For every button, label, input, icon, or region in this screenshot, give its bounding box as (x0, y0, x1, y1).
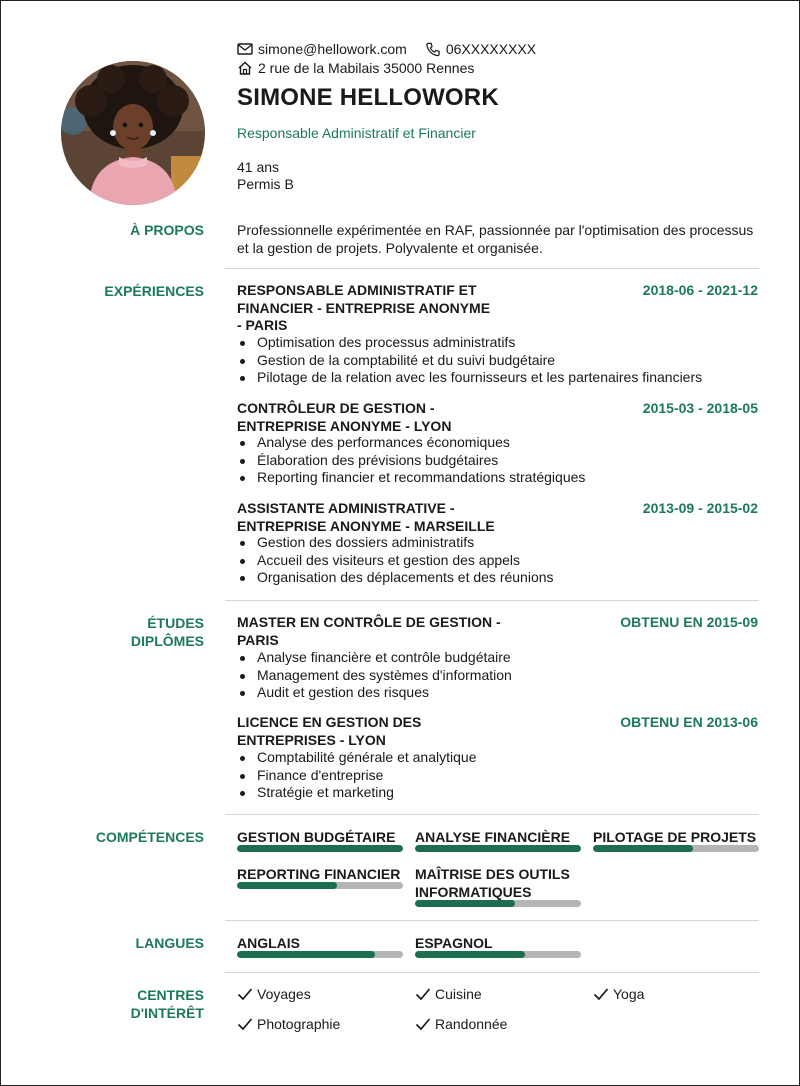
skill-level-bar (415, 845, 581, 852)
skill-level-bar (593, 845, 759, 852)
interest-item: Yoga (593, 986, 644, 1002)
address-row (237, 60, 474, 76)
age: 41 ans (237, 159, 280, 175)
phone-text: 06XXXXXXXX (445, 41, 537, 57)
divider (225, 814, 759, 815)
section-label-experiences: EXPÉRIENCES (104, 283, 204, 299)
language-item: ESPAGNOL (415, 934, 581, 952)
education-title: MASTER EN CONTRÔLE DE GESTION - PARIS (237, 614, 501, 648)
education-bullets (237, 649, 512, 702)
section-label-about: À PROPOS (130, 222, 204, 238)
list-item: Audit et gestion des risques (237, 684, 512, 702)
section-label-languages: LANGUES (135, 935, 204, 951)
driving-license: Permis B (237, 176, 294, 192)
experience-date: 2015-03 - 2018-05 (642, 400, 758, 416)
experience-title: ASSISTANTE ADMINISTRATIVE - ENTREPRISE ANONYME - MARSEILLE (237, 500, 495, 534)
candidate-name: SIMONE HELLOWORK (237, 84, 499, 111)
about-text: Professionnelle expérimentée en RAF, passionnée par l'optimisation des processus et la gestion de projets. Polyvalente et organisée. (237, 222, 754, 256)
experience-bullets (237, 534, 554, 587)
interest-item: Cuisine (415, 986, 482, 1002)
divider (225, 920, 759, 921)
skill-item: ANALYSE FINANCIÈRE (415, 828, 581, 846)
interest-item: Randonnée (415, 1016, 507, 1032)
email-text: simone@hellowork.com (258, 41, 407, 57)
avatar (61, 61, 205, 205)
divider (225, 972, 759, 973)
experience-title: RESPONSABLE ADMINISTRATIF ET FINANCIER - ENTREPRISE ANONYME - PARIS (237, 282, 491, 333)
check-icon (237, 1017, 253, 1031)
section-label-interests: CENTRES D'INTÉRÊT (130, 987, 204, 1021)
list-item: Gestion de la comptabilité et du suivi budgétaire (237, 352, 702, 370)
list-item: Organisation des déplacements et des réunions (237, 569, 554, 587)
check-icon (415, 1017, 431, 1031)
interest-item: Voyages (237, 986, 311, 1002)
divider (225, 600, 759, 601)
list-item: Élaboration des prévisions budgétaires (237, 452, 585, 470)
list-item: Finance d'entreprise (237, 767, 476, 785)
home-icon (237, 61, 253, 75)
contact-row (237, 41, 536, 57)
experience-title: CONTRÔLEUR DE GESTION - ENTREPRISE ANONYME - LYON (237, 400, 452, 434)
check-icon (593, 987, 609, 1001)
list-item: Management des systèmes d'information (237, 667, 512, 685)
experience-date: 2013-09 - 2015-02 (642, 500, 758, 516)
check-icon (415, 987, 431, 1001)
list-item: Analyse des performances économiques (237, 434, 585, 452)
skill-item: MAÎTRISE DES OUTILS INFORMATIQUES (415, 865, 581, 901)
skill-item: PILOTAGE DE PROJETS (593, 828, 759, 846)
list-item: Stratégie et marketing (237, 784, 476, 802)
list-item: Accueil des visiteurs et gestion des appels (237, 552, 554, 570)
skill-level-bar (415, 900, 581, 907)
experience-bullets (237, 434, 585, 487)
skill-item: GESTION BUDGÉTAIRE (237, 828, 403, 846)
education-date: OBTENU EN 2015-09 (620, 614, 758, 630)
skill-level-bar (237, 882, 403, 889)
language-level-bar (415, 951, 581, 958)
list-item: Gestion des dossiers administratifs (237, 534, 554, 552)
job-title: Responsable Administratif et Financier (237, 125, 476, 141)
email-icon (237, 42, 253, 56)
list-item: Reporting financier et recommandations stratégiques (237, 469, 585, 487)
language-item: ANGLAIS (237, 934, 403, 952)
experience-date: 2018-06 - 2021-12 (642, 282, 758, 298)
section-label-skills: COMPÉTENCES (95, 829, 204, 845)
experience-bullets (237, 334, 702, 387)
list-item: Pilotage de la relation avec les fournisseurs et les partenaires financiers (237, 369, 702, 387)
list-item: Analyse financière et contrôle budgétaire (237, 649, 512, 667)
list-item: Comptabilité générale et analytique (237, 749, 476, 767)
phone-icon (425, 42, 441, 57)
education-date: OBTENU EN 2013-06 (620, 714, 758, 730)
skill-level-bar (237, 845, 403, 852)
skill-item: REPORTING FINANCIER (237, 865, 403, 883)
check-icon (237, 987, 253, 1001)
interest-item: Photographie (237, 1016, 340, 1032)
section-label-education: ÉTUDES DIPLÔMES (130, 615, 204, 649)
divider (225, 268, 759, 269)
language-level-bar (237, 951, 403, 958)
address-text: 2 rue de la Mabilais 35000 Rennes (258, 60, 475, 76)
education-title: LICENCE EN GESTION DES ENTREPRISES - LYON (237, 714, 422, 748)
list-item: Optimisation des processus administratifs (237, 334, 702, 352)
education-bullets (237, 749, 476, 802)
